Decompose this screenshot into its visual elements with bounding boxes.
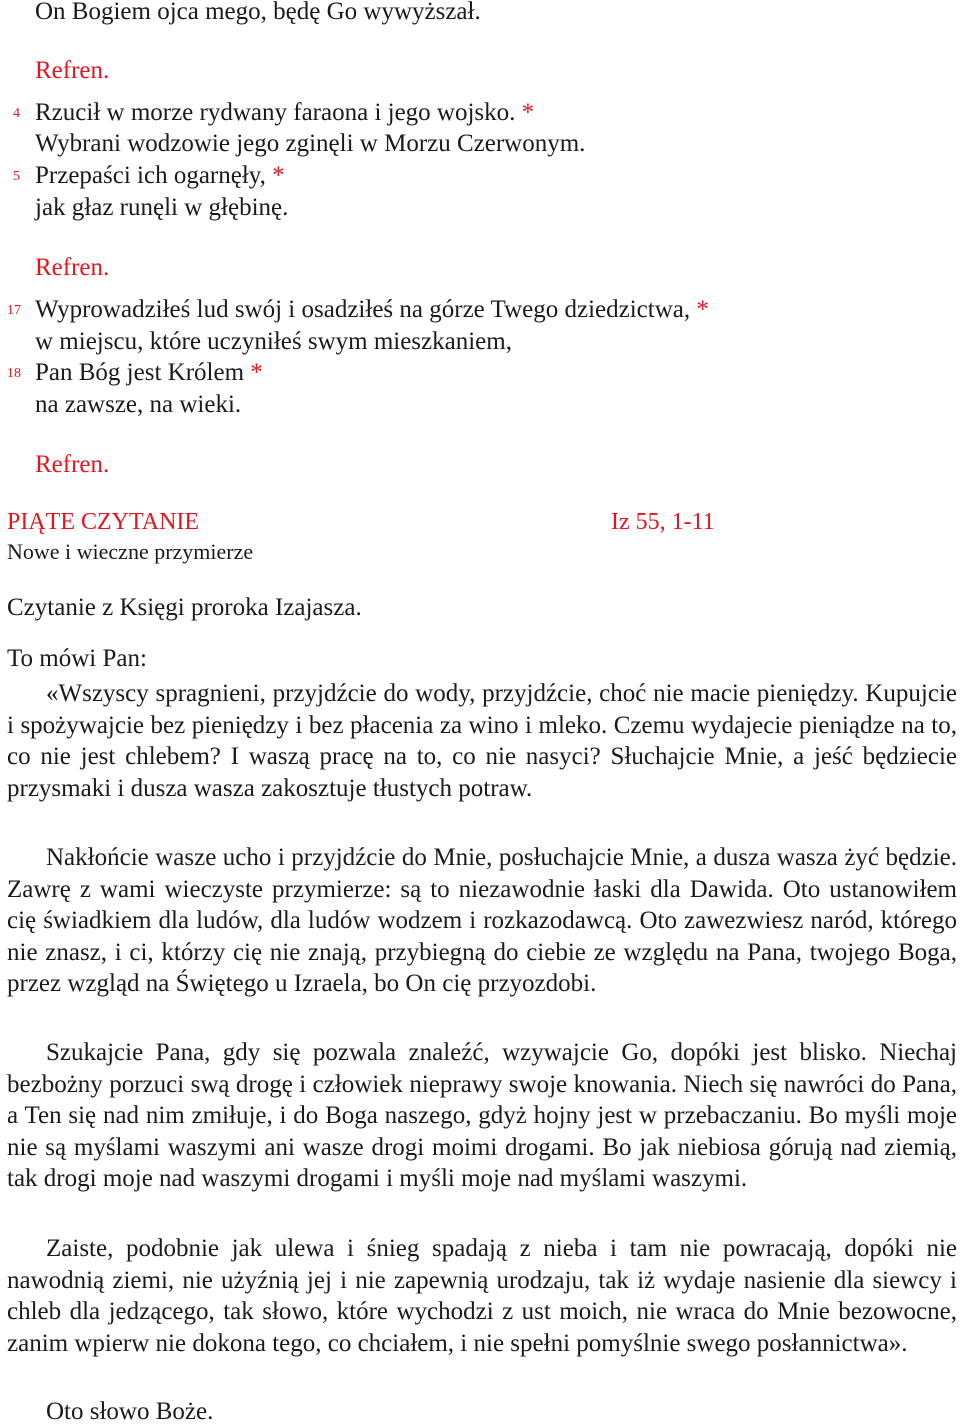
psalm-line [35, 97, 534, 129]
reading-intro: Czytanie z Księgi proroka Izajasza. [7, 594, 362, 621]
refrain-label: Refren. [35, 57, 110, 84]
reading-closing: Oto słowo Boże. [46, 1398, 214, 1425]
verse-number: 17 [7, 303, 21, 318]
reading-heading: PIĄTE CZYTANIE [7, 509, 200, 535]
psalm-line: Wybrani wodzowie jego zginęli w Morzu Czerwonym. [35, 130, 586, 157]
reading-paragraph: «Wszyscy spragnieni, przyjdźcie do wody, przyjdźcie, choć nie macie pieniędzy. Kupujcie i spożywajcie bez pieniędzy i bez płacenia za wino i mleko. Czemu wydajecie pieniądze na to, co nie jest chlebem? I waszą pracę na to, co nie nasyci? Słuchajcie Mnie, a jeść będziecie przysmaki i dusza wasza zakosztuje tłustych potraw. [7, 680, 957, 802]
reading-speaker: To mówi Pan: [7, 645, 147, 672]
reading-subtitle: Nowe i wieczne przymierze [7, 539, 254, 564]
verse-number: 4 [13, 106, 20, 121]
psalm-line: On Bogiem ojca mego, będę Go wywyższał. [35, 0, 481, 25]
reading-reference: Iz 55, 1-11 [611, 509, 715, 535]
psalm-line: na zawsze, na wieki. [35, 391, 242, 418]
psalm-line [35, 160, 285, 192]
asterisk-mark: * [250, 359, 263, 386]
refrain-label: Refren. [35, 451, 110, 478]
reading-paragraph: Szukajcie Pana, gdy się pozwala znaleźć, wzywajcie Go, dopóki jest blisko. Niechaj bezbożny porzuci swą drogę i człowiek nieprawy swoje knowania. Niech się nawróci do Pana, a Ten się nad nim zmiłuje, i do Boga naszego, gdyż hojny jest w przebaczaniu. Bo myśli moje nie są myślami waszymi ani wasze drogi moimi drogami. Bo jak niebiosa górują nad ziemią, tak drogi moje nad waszymi drogami i myśli moje nad myślami waszymi. [7, 1039, 957, 1192]
psalm-line [35, 294, 709, 326]
psalm-line-text: Wyprowadziłeś lud swój i osadziłeś na górze Twego dziedzictwa, [35, 296, 691, 323]
refrain-label: Refren. [35, 254, 110, 281]
asterisk-mark: * [521, 99, 535, 126]
verse-number: 5 [13, 169, 20, 184]
psalm-line-text: Pan Bóg jest Królem [35, 359, 245, 386]
psalm-line-text: Rzucił w morze rydwany faraona i jego wojsko. [35, 99, 516, 126]
psalm-line: w miejscu, które uczyniłeś swym mieszkaniem, [35, 328, 512, 355]
psalm-line-text: Przepaści ich ogarnęły, [35, 162, 266, 189]
reading-paragraph: Zaiste, podobnie jak ulewa i śnieg spadają z nieba i tam nie powracają, dopóki nie nawodnią ziemi, nie użyźnią jej i nie zapewnią urodzaju, tak iż wydaje nasienie dla siewcy i chleb dla jedzącego, tak słowo, które wychodzi z ust moich, nie wraca do Mnie bezowocne, zanim wpierw nie dokona tego, co chciałem, i nie spełni pomyślnie swego posłannictwa». [7, 1235, 957, 1357]
verse-number: 18 [7, 366, 21, 381]
asterisk-mark: * [272, 162, 285, 189]
asterisk-mark: * [696, 296, 709, 323]
psalm-line: jak głaz runęli w głębinę. [35, 194, 289, 221]
psalm-line [35, 357, 263, 389]
reading-paragraph: Nakłońcie wasze ucho i przyjdźcie do Mnie, posłuchajcie Mnie, a dusza wasza żyć będzie. Zawrę z wami wieczyste przymierze: są to niezawodnie łaski dla Dawida. Oto ustanowiłem cię świadkiem dla ludów, dla ludów wodzem i rozkazodawcą. Oto zawezwiesz naród, którego nie znasz, i ci, którzy cię nie znają, przybiegną do ciebie ze względu na Pana, twojego Boga, przez wzgląd na Świętego u Izraela, bo On cię przyozdobi. [7, 844, 957, 997]
